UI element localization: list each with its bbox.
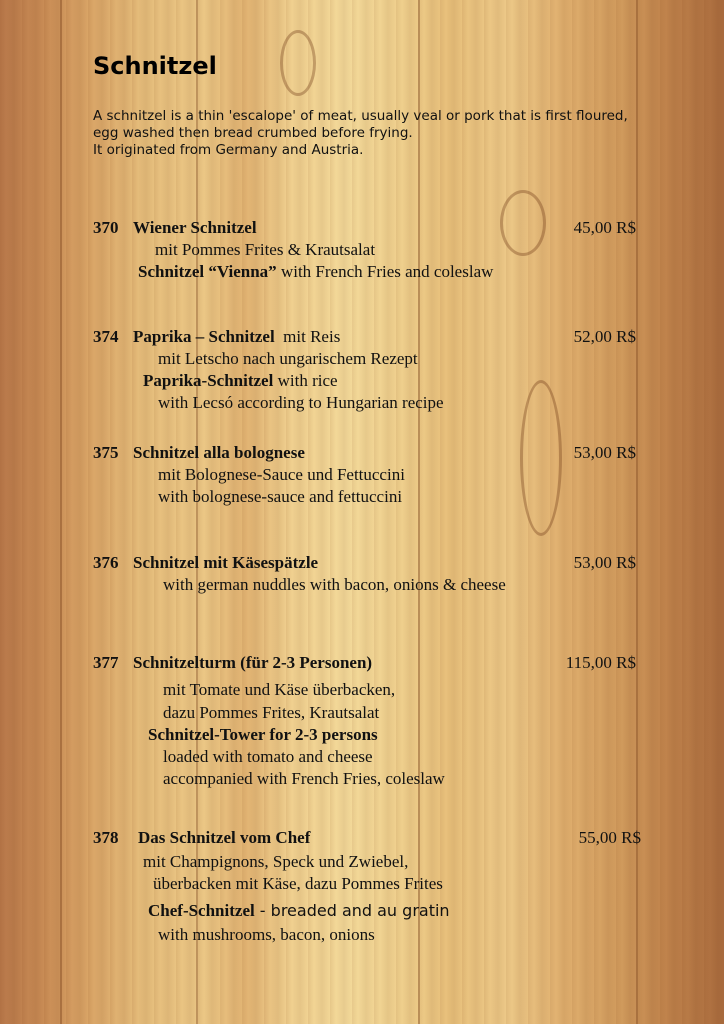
item-number: 376: [93, 553, 119, 572]
item-description: mit Tomate und Käse überbacken,: [163, 680, 396, 699]
item-price: 53,00 R$: [573, 443, 636, 462]
item-english-name: Schnitzel-Tower for 2-3 persons: [148, 725, 378, 744]
item-price: 53,00 R$: [573, 553, 636, 572]
item-description: mit Champignons, Speck und Zwiebel,: [143, 852, 409, 871]
item-name: Paprika – Schnitzel: [133, 327, 275, 346]
item-number: 377: [93, 653, 119, 672]
item-name: Schnitzelturm (für 2-3 Personen): [133, 653, 373, 672]
item-english-description: with mushrooms, bacon, onions: [158, 925, 375, 944]
item-description: mit Pommes Frites & Krautsalat: [155, 240, 376, 259]
item-description: mit Letscho nach ungarischem Rezept: [158, 349, 418, 368]
item-english-description: with Lecsó according to Hungarian recipe: [158, 393, 444, 412]
item-name: Das Schnitzel vom Chef: [138, 828, 311, 847]
item-description: dazu Pommes Frites, Krautsalat: [163, 703, 380, 722]
item-english-description: - breaded and au gratin: [254, 901, 450, 920]
intro-text: [93, 108, 703, 159]
item-number: 375: [93, 443, 119, 462]
item-number: 370: [93, 218, 119, 237]
item-price: 52,00 R$: [573, 327, 636, 346]
item-price: 115,00 R$: [565, 653, 636, 672]
item-name-suffix: mit Reis: [274, 327, 341, 346]
item-number: 374: [93, 327, 119, 346]
item-english-description: with german nuddles with bacon, onions & cheese: [163, 575, 506, 594]
item-name: Schnitzel alla bolognese: [133, 443, 305, 462]
item-price: 45,00 R$: [573, 218, 636, 237]
item-english-description: loaded with tomato and cheese: [163, 747, 373, 766]
intro-line: egg washed then bread crumbed before frying.: [93, 125, 413, 141]
item-price: 55,00 R$: [578, 828, 641, 847]
item-english-name: Schnitzel “Vienna”: [138, 262, 277, 281]
item-english-name: Chef-Schnitzel: [148, 901, 255, 920]
item-english-description: with bolognese-sauce and fettuccini: [158, 487, 403, 506]
item-number: 378: [93, 828, 119, 847]
item-description: überbacken mit Käse, dazu Pommes Frites: [153, 874, 443, 893]
item-description: mit Bolognese-Sauce und Fettuccini: [158, 465, 405, 484]
item-english-description: accompanied with French Fries, coleslaw: [163, 769, 445, 788]
item-name: Schnitzel mit Käsespätzle: [133, 553, 319, 572]
intro-line: A schnitzel is a thin 'escalope' of meat, usually veal or pork that is first floured,: [93, 108, 628, 124]
page-title: Schnitzel: [93, 52, 217, 80]
item-english-description: with French Fries and coleslaw: [276, 262, 494, 281]
item-english-description: with rice: [273, 371, 338, 390]
item-english-name: Paprika-Schnitzel: [143, 371, 274, 390]
item-name: Wiener Schnitzel: [133, 218, 257, 237]
intro-line: It originated from Germany and Austria.: [93, 142, 364, 158]
